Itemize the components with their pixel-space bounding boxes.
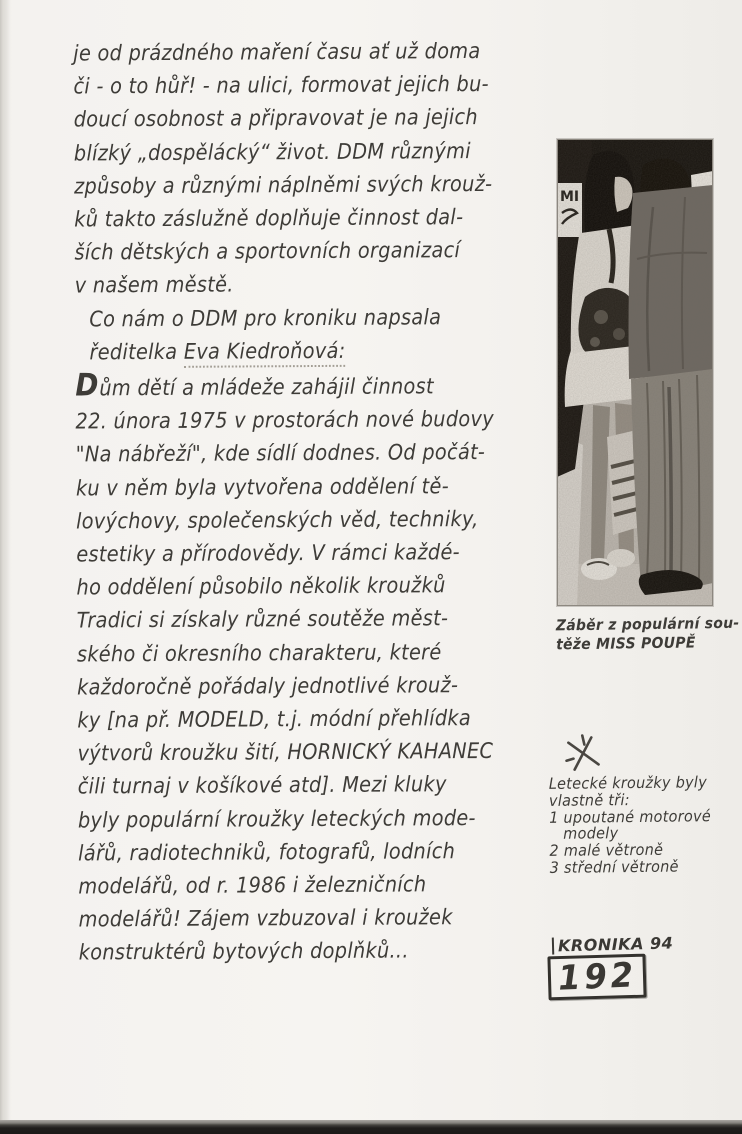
quote-line: ského či okresního charakteru, které — [76, 639, 442, 668]
text-line: v našem městě. — [74, 272, 234, 299]
text-line: způsoby a různými náplněmi svých krouž- — [73, 171, 493, 200]
text-line: ších dětských a sportovních organizací — [74, 238, 461, 266]
quote-line: estetiky a přírodovědy. V rámci každé- — [76, 540, 460, 568]
scan-edge-bottom — [0, 1120, 742, 1134]
x-mark-icon — [562, 733, 604, 773]
quote-line: každoročně pořádaly jednotlivé krouž- — [77, 673, 459, 701]
note-line: modely — [563, 824, 619, 844]
note-line: 2 malé větroně — [549, 840, 664, 861]
quote-line: modelářů! Zájem vzbuzoval i kroužek — [78, 905, 453, 933]
page-number-box — [547, 954, 646, 1001]
quote-line: 22. února 1975 v prostorách nové budovy — [75, 407, 494, 435]
text-line: či - o to hůř! - na ulici, formovat jejich bu- — [73, 72, 489, 100]
note-line: 1 upoutané motorové — [549, 806, 712, 827]
page-number: 192 — [556, 955, 638, 999]
quote-line: ky [na př. MODELD, t.j. módní přehlídka — [77, 706, 472, 734]
quote-line: lářů, radiotechniků, fotografů, lodních — [78, 839, 456, 867]
director-prefix: ředitelka — [89, 339, 184, 366]
quote-line: modelářů, od r. 1986 i železničních — [78, 872, 427, 900]
quote-line: lovýchovy, společenských věd, techniky, — [76, 506, 479, 535]
photo-graphic — [557, 139, 713, 606]
caption-line: těže MISS POUPĚ — [556, 633, 696, 654]
quote-line: výtvorů kroužku šití, HORNICKÝ KAHANEC — [77, 739, 494, 767]
director-line — [75, 334, 509, 370]
sign-text: MI — [560, 189, 580, 205]
quote-line: ho oddělení působilo několik kroužků — [76, 573, 446, 601]
photo-caption — [556, 614, 742, 655]
chronicle-text-block — [73, 35, 561, 971]
intro-line: Co nám o DDM pro kroniku napsala — [89, 304, 442, 333]
margin-note — [548, 732, 724, 877]
quote-line: "Na nábřeží", kde sídlí dodnes. Od počát- — [75, 440, 486, 468]
quote-line: byly populární kroužky leteckých mode- — [77, 805, 476, 834]
text-line: doucí osobnost a připravovat je na jejich — [73, 105, 479, 133]
caption-line: Záběr z populární sou- — [555, 613, 740, 635]
scan-edge-left — [0, 0, 10, 1134]
note-line: Letecké kroužky byly — [548, 773, 708, 793]
text-line: je od prázdného maření času ať už doma — [73, 38, 481, 67]
quote-line: Tradici si získaly různé soutěže měst- — [76, 606, 449, 634]
director-name: Eva Kiedroňová: — [184, 339, 346, 368]
note-line: vlastně tři: — [548, 790, 630, 810]
text-line: ků takto záslužně doplňuje činnost dal- — [74, 205, 464, 233]
quote-line: Dům dětí a mládeže zahájil činnost — [75, 367, 434, 404]
chronicle-label: KRONIKA 94 — [552, 934, 674, 954]
note-line: 3 střední větroně — [549, 857, 679, 877]
quote-line: konstruktérů bytových doplňků... — [78, 938, 409, 966]
quote-line: čili turnaj v košíkové atd]. Mezi kluky — [77, 772, 447, 800]
text-line: blízký „dospělácký“ život. DDM různými — [73, 138, 471, 167]
photo-miss-poupe — [557, 139, 713, 606]
quote-line: ku v něm byla vytvořena oddělení tě- — [75, 473, 449, 502]
